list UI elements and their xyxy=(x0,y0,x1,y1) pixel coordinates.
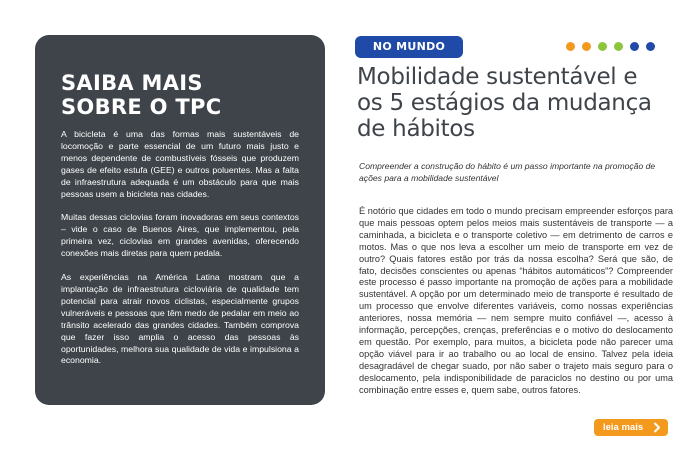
article-headline: Mobilidade sustentável e os 5 estágios da mudança de hábitos xyxy=(357,64,652,142)
sidebar-title xyxy=(61,71,299,119)
read-more-button[interactable] xyxy=(594,419,668,436)
sidebar-title-line-2: SOBRE O TPC xyxy=(61,95,222,119)
article-subtitle: Compreender a construção do hábito é um passo importante na promoção de ações para a mobilidade sustentável xyxy=(359,161,656,183)
sidebar-paragraph: Muitas dessas ciclovias foram inovadoras em seus contextos – vide o caso de Buenos Aires, que implementou, pela primeira vez, ciclovias em grandes avenidas, oferecendo conexões mais diretas para quem pedala. xyxy=(61,212,299,259)
decorative-dot xyxy=(614,42,623,51)
decorative-dot xyxy=(566,42,575,51)
article-body: É notório que cidades em todo o mundo precisam empreender esforços para que mais pessoas optem pelos meios mais sustentáveis de transporte — a caminhada, a bicicleta e o transporte coletivo — em detrimento de carros e motos. Mas o que nos leva a escolher um meio de transporte em vez de outro? Quais fatores estão por trás da nossa escolha? Será que são, de fato, decisões conscientes ou apenas “hábitos automáticos”? Compreender este processo é passo importante na promoção de ações para a mobilidade sustentável. A opção por um determinado meio de transporte é resultado de um processo que envolve diferentes variáveis, como nossas experiências anteriores, nossa memória — nem sempre muito confiável —, acesso à informação, percepções, crenças, preferências e o motivo do deslocamento em questão. Por exemplo, para muitos, a bicicleta pode não parecer uma opção viável para ir ao trabalho ou ao local de ensino. Talvez pela ideia desagradável de chegar suado, por não saber o trajeto mais seguro para o deslocamento, pela indisponibilidade de paraciclos no destino ou por uma combinação entre esses e, quem sabe, outros fatores. xyxy=(359,206,673,395)
sidebar-panel xyxy=(35,35,325,405)
section-badge: NO MUNDO xyxy=(355,36,463,58)
decorative-dot xyxy=(582,42,591,51)
chevron-right-icon xyxy=(652,419,662,436)
decorative-dot xyxy=(630,42,639,51)
sidebar-title-line-1: SAIBA MAIS xyxy=(61,71,203,95)
decorative-dot xyxy=(646,42,655,51)
decorative-dot xyxy=(598,42,607,51)
read-more-label: leia mais xyxy=(603,422,644,433)
sidebar-paragraph: A bicicleta é uma das formas mais sustentáveis de locomoção e parte essencial de um futuro mais justo e menos dependente de combustíveis fósseis que produzem gases de efeito estufa (GEE) e outros poluentes. Mas a falta de infraestrutura adequada é um obstáculo para que mais pessoas usem a bicicleta nas cidades. xyxy=(61,129,299,199)
sidebar-paragraph: As experiências na América Latina mostram que a implantação de infraestrutura cicloviária de qualidade tem potencial para atrair novos ciclistas, especialmente grupos vulneráveis e pessoas que têm medo de pedalar em meio ao trânsito acelerado das grandes cidades. Também comprova que fazer isso amplia o acesso das pessoas às oportunidades, melhora sua qualidade de vida e impulsiona a economia. xyxy=(61,272,299,366)
decorative-dots xyxy=(566,42,655,52)
